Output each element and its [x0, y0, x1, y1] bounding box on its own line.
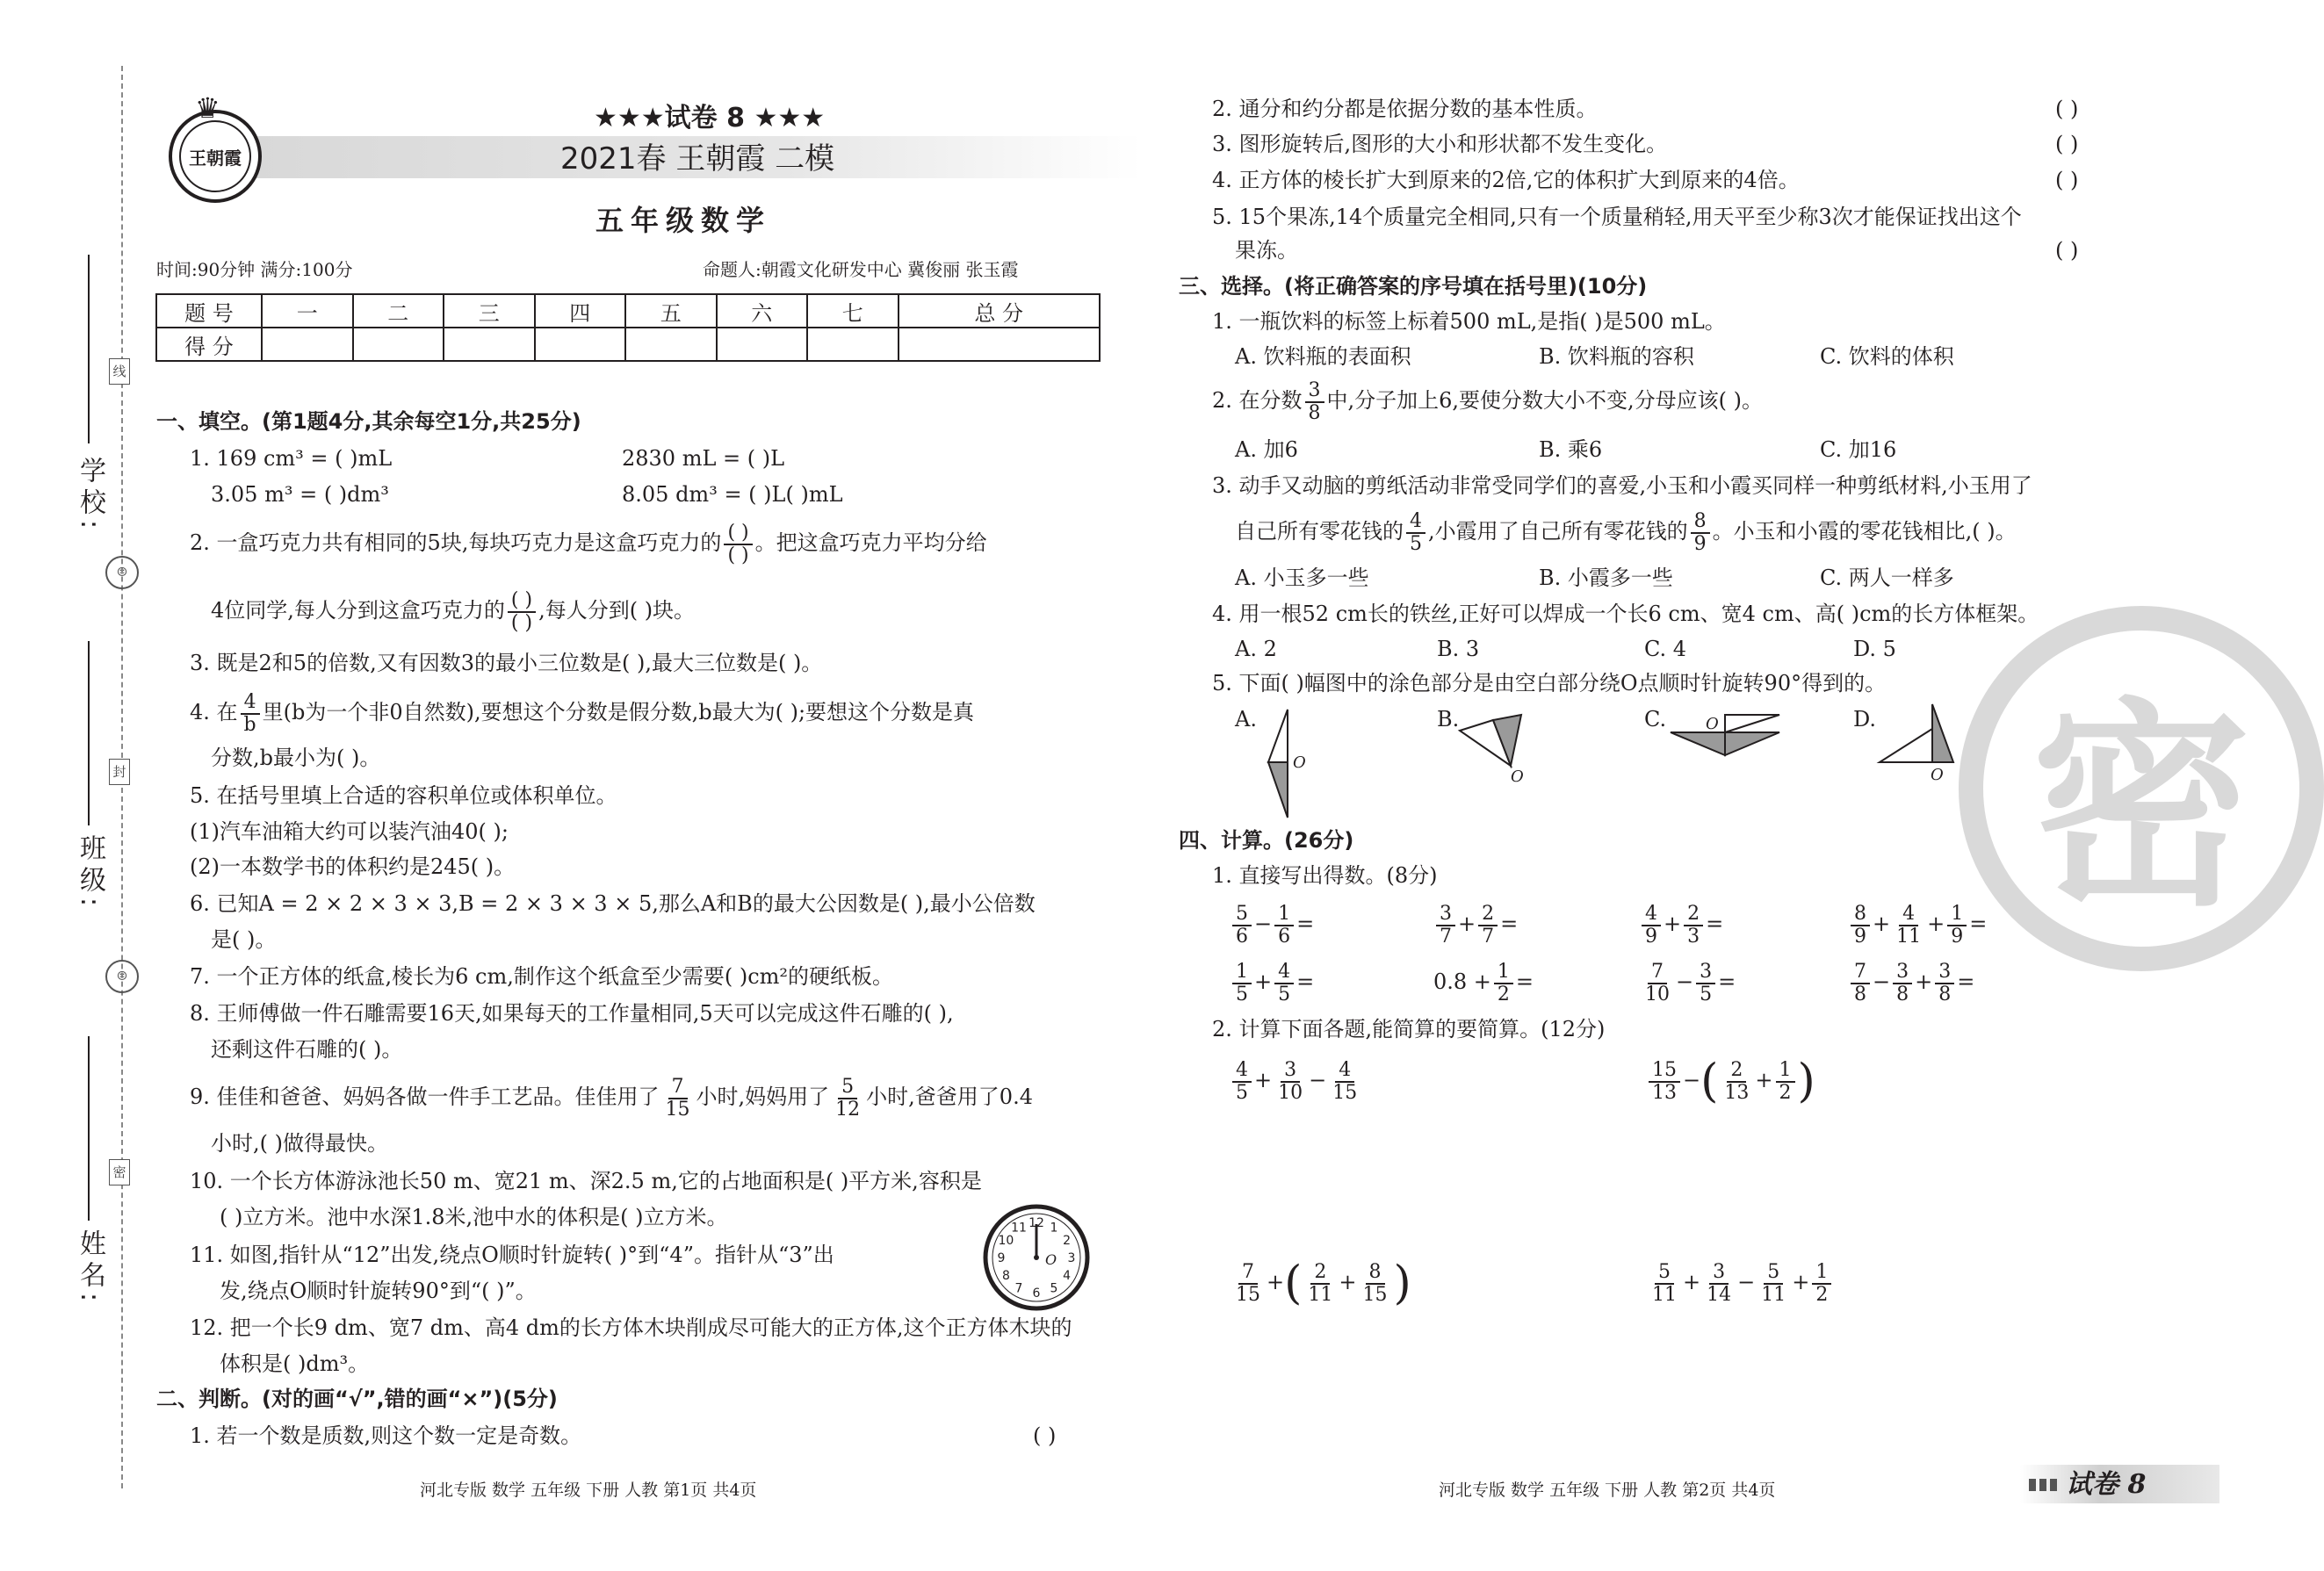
- blank-fraction[interactable]: $\frac{( )}{( )}$: [724, 522, 752, 566]
- q10-line1: 10. 一个长方体游泳池长50 m、宽21 m、深2.5 m,它的占地面积是( )平方米,容积是: [190, 1169, 982, 1193]
- option[interactable]: D. 5: [1853, 637, 1896, 661]
- option[interactable]: C. 4: [1644, 637, 1687, 661]
- option[interactable]: C.: [1644, 707, 1667, 731]
- q5-item: (2)一本数学书的体积约是245( )。: [190, 854, 516, 879]
- answer-paren[interactable]: ( ): [2055, 132, 2079, 156]
- option[interactable]: C. 两人一样多: [1820, 566, 1954, 590]
- rotation-figure-c: [1669, 713, 1783, 757]
- fraction: $\frac{4}{5}$: [1406, 511, 1425, 555]
- option[interactable]: B. 3: [1437, 637, 1480, 661]
- choice-q1: 1. 一瓶饮料的标签上标着500 mL,是指( )是500 mL。: [1212, 309, 1726, 334]
- judge-q1: 1. 若一个数是质数,则这个数一定是奇数。: [190, 1423, 582, 1448]
- binding-tag-mi: 密: [109, 1159, 130, 1185]
- clock-number: 4: [1063, 1269, 1072, 1283]
- judge-q5: 5. 15个果冻,14个质量完全相同,只有一个质量稍轻,用天平至少称3次才能保证找出这个: [1212, 205, 2022, 229]
- calc-expr[interactable]: $\frac{7}{10}$ − $\frac{3}{5}$ =: [1645, 960, 1736, 1005]
- choice-q4: 4. 用一根52 cm长的铁丝,正好可以焊成一个长6 cm、宽4 cm、高( )cm的长方体框架。: [1212, 602, 2039, 626]
- option[interactable]: B. 饮料瓶的容积: [1539, 344, 1694, 369]
- authors: 命题人:朝霞文化研发中心 冀俊丽 张玉霞: [703, 259, 1019, 280]
- choice-q3: 3. 动手又动脑的剪纸活动非常受同学们的喜爱,小玉和小霞买同样一种剪纸材料,小玉用了: [1212, 473, 2032, 498]
- q4-line2: 分数,b最小为( )。: [211, 746, 381, 770]
- q12-line1: 12. 把一个长9 dm、宽7 dm、高4 dm的长方体木块削成尽可能大的正方体,这个正方体木块的: [190, 1315, 1072, 1340]
- clock-number: 10: [998, 1234, 1014, 1248]
- footer-left: 河北专版 数学 五年级 下册 人教 第1页 共4页: [420, 1481, 757, 1500]
- subject-title: 五年级数学: [595, 204, 772, 237]
- fraction: $\frac{8}{9}$: [1691, 511, 1710, 555]
- stars-title: ★★★试卷 8 ★★★: [594, 103, 826, 133]
- score-head: 四: [535, 294, 626, 328]
- name-label: 姓名:: [75, 1229, 105, 1308]
- svg-text:O: O: [1511, 767, 1524, 786]
- answer-paren[interactable]: ( ): [1033, 1423, 1057, 1448]
- binding-seal-icon: ☺: [105, 556, 139, 589]
- score-head: 七: [807, 294, 899, 328]
- q3-text: 3. 既是2和5的倍数,又有因数3的最小三位数是( ),最大三位数是( )。: [190, 651, 823, 675]
- score-cell[interactable]: [353, 328, 444, 361]
- judge-q5-cont: 果冻。: [1235, 238, 1298, 263]
- q8-line1: 8. 王师傅做一件石雕需要16天,如果每天的工作量相同,5天可以完成这件石雕的( ),: [190, 1001, 954, 1026]
- section-3-title: 三、选择。(将正确答案的序号填在括号里)(10分): [1179, 274, 1648, 299]
- answer-paren[interactable]: ( ): [2055, 238, 2079, 263]
- q12-line2: 体积是( )dm³。: [220, 1351, 370, 1376]
- blank-fraction[interactable]: $\frac{( )}{( )}$: [508, 590, 536, 634]
- svg-text:O: O: [1706, 715, 1719, 733]
- q6-line1: 6. 已知A = 2 × 2 × 3 × 3,B = 2 × 3 × 3 × 5,那么A和B的最大公因数是( ),最小公倍数: [190, 891, 1036, 916]
- svg-text:O: O: [1293, 753, 1306, 772]
- section-2-title: 二、判断。(对的画“√”,错的画“×”)(5分): [156, 1387, 558, 1411]
- fraction: $\frac{3}{8}$: [1305, 380, 1324, 424]
- option[interactable]: A. 加6: [1235, 437, 1298, 462]
- option[interactable]: A. 小玉多一些: [1235, 566, 1369, 590]
- badge-dots-icon: [2029, 1479, 2061, 1491]
- q1-item: 3.05 m³ = ( )dm³: [211, 482, 389, 507]
- calc-problem-4[interactable]: $\frac{5}{11}$ + $\frac{3}{14}$ − $\frac{5}{11}$ + $\frac{1}{2}$: [1646, 1254, 1834, 1310]
- q1-item: 8.05 dm³ = ( )L( )mL: [622, 482, 843, 507]
- clock-number: 5: [1050, 1281, 1058, 1296]
- class-label: 班级:: [75, 834, 105, 912]
- option[interactable]: B. 小霞多一些: [1539, 566, 1673, 590]
- choice-q2: 2. 在分数 $\frac{3}{8}$ 中,分子加上6,要使分数大小不变,分母应该( )。: [1212, 378, 1764, 424]
- section-1-title: 一、填空。(第1题4分,其余每空1分,共25分): [156, 409, 581, 434]
- score-head: 一: [262, 294, 353, 328]
- exam-title: 2021春 王朝霞 二模: [560, 141, 835, 177]
- score-head: 题 号: [156, 294, 262, 328]
- q6-line2: 是( )。: [211, 927, 277, 952]
- binding-seal-icon: ☺: [105, 960, 139, 993]
- choice-q3-cont: 自己所有零花钱的 $\frac{4}{5}$ ,小霞用了自己所有零花钱的 $\frac{8}{9}$ 。小玉和小霞的零花钱相比,( )。: [1235, 509, 2017, 555]
- calc-problem-1[interactable]: $\frac{4}{5}$ + $\frac{3}{10}$ − $\frac{4}{15}$: [1230, 1054, 1363, 1106]
- section-4-title: 四、计算。(26分): [1179, 828, 1354, 853]
- binding-tag-xian: 线: [109, 358, 130, 385]
- calc-expr[interactable]: $\frac{4}{9}$ + $\frac{2}{3}$ =: [1639, 897, 1723, 950]
- score-head: 五: [625, 294, 717, 328]
- score-cell[interactable]: [444, 328, 535, 361]
- calc-expr[interactable]: $\frac{1}{5}$ + $\frac{4}{5}$ =: [1230, 955, 1314, 1008]
- calc-expr[interactable]: $\frac{8}{9}$ + $\frac{4}{11}$ + $\frac{1}{9}$ =: [1848, 897, 1987, 950]
- rotation-figure-b: [1458, 713, 1555, 786]
- calc-expr[interactable]: $\frac{7}{8}$ − $\frac{3}{8}$ + $\frac{3}{8}$ =: [1848, 955, 1974, 1008]
- calc-expr[interactable]: 0.8 + $\frac{1}{2}$ =: [1433, 960, 1534, 1005]
- option[interactable]: A. 2: [1235, 637, 1277, 661]
- score-row-label: 得 分: [156, 328, 262, 361]
- option[interactable]: C. 饮料的体积: [1820, 344, 1954, 369]
- answer-paren[interactable]: ( ): [2055, 97, 2079, 121]
- q5-item: (1)汽车油箱大约可以装汽油40( );: [190, 819, 509, 844]
- crown-icon: ♛: [195, 91, 220, 125]
- option[interactable]: B.: [1437, 707, 1460, 731]
- score-table: [155, 293, 1101, 362]
- choice-q5: 5. 下面( )幅图中的涂色部分是由空白部分绕O点顺时针旋转90°得到的。: [1212, 671, 1887, 695]
- option[interactable]: B. 乘6: [1539, 437, 1603, 462]
- clock-number: 2: [1063, 1234, 1072, 1248]
- q7-text: 7. 一个正方体的纸盒,棱长为6 cm,制作这个纸盒至少需要( )cm²的硬纸板。: [190, 964, 894, 989]
- score-cell[interactable]: [899, 328, 1101, 361]
- rotation-figure-a: [1261, 708, 1314, 822]
- q2-line1: 2. 一盒巧克力共有相同的5块,每块巧克力是这盒巧克力的 $\frac{( )}{( )}$ 。把这盒巧克力平均分给: [190, 521, 987, 566]
- school-label: 学校:: [75, 457, 105, 535]
- watermark-char: 密: [2032, 680, 2251, 935]
- score-head: 三: [444, 294, 535, 328]
- q5-text: 5. 在括号里填上合适的容积单位或体积单位。: [190, 783, 617, 808]
- binding-tag-feng: 封: [109, 759, 130, 785]
- q4-line1: 4. 在 $\frac{4}{b}$ 里(b为一个非0自然数),要想这个分数是假分数,b最大为( );要想这个分数是真: [190, 690, 975, 736]
- score-head: 六: [717, 294, 808, 328]
- q8-line2: 还剩这件石雕的( )。: [211, 1037, 403, 1062]
- q9-line2: 小时,( )做得最快。: [211, 1131, 388, 1156]
- clock-figure: [982, 1203, 1091, 1312]
- calc-problem-2[interactable]: $\frac{15}{13}$ −( $\frac{2}{13}$ + $\frac{1}{2}$ ): [1646, 1052, 1815, 1108]
- score-cell[interactable]: [262, 328, 353, 361]
- fraction: $\frac{7}{15}$: [665, 1075, 690, 1121]
- judge-q3: 3. 图形旋转后,图形的大小和形状都不发生变化。: [1212, 132, 1668, 156]
- badge-text: 试卷 8: [2066, 1469, 2147, 1500]
- score-head: 二: [353, 294, 444, 328]
- score-cell[interactable]: [625, 328, 717, 361]
- watermark-seal: [1959, 606, 2324, 971]
- judge-q2: 2. 通分和约分都是依据分数的基本性质。: [1212, 97, 1598, 121]
- score-cell[interactable]: [807, 328, 899, 361]
- answer-paren[interactable]: ( ): [2055, 168, 2079, 192]
- clock-icon: [982, 1203, 1091, 1312]
- clock-number: 11: [1011, 1221, 1027, 1236]
- clock-center-label: O: [1045, 1251, 1057, 1268]
- clock-number: 1: [1050, 1221, 1058, 1236]
- q11-line2: 发,绕点O顺时针旋转90°到“( )”。: [220, 1279, 537, 1303]
- svg-text:O: O: [1931, 766, 1944, 784]
- calc-expr[interactable]: $\frac{5}{6}$ − $\frac{1}{6}$ =: [1230, 897, 1314, 950]
- calc-expr[interactable]: $\frac{3}{7}$ + $\frac{2}{7}$ =: [1433, 897, 1518, 950]
- score-cell[interactable]: [717, 328, 808, 361]
- clock-number: 9: [997, 1251, 1006, 1265]
- clock-number: 12: [1028, 1216, 1044, 1230]
- rotation-figure-d: [1878, 703, 1974, 782]
- q1-item: 2830 mL = ( )L: [622, 446, 785, 471]
- clock-number: 6: [1032, 1286, 1041, 1301]
- clock-number: 3: [1067, 1251, 1076, 1265]
- school-field-line[interactable]: [88, 255, 90, 443]
- option[interactable]: A.: [1235, 707, 1257, 731]
- q1-item: 1. 169 cm³ = ( )mL: [190, 446, 393, 471]
- calc-part-1: 1. 直接写出得数。(8分): [1212, 863, 1438, 888]
- score-head: 总 分: [899, 294, 1101, 328]
- score-cell[interactable]: [535, 328, 626, 361]
- time-info: 时间:90分钟 满分:100分: [156, 259, 353, 280]
- footer-right: 河北专版 数学 五年级 下册 人教 第2页 共4页: [1439, 1481, 1776, 1500]
- q9-line1: 9. 佳佳和爸爸、妈妈各做一件手工艺品。佳佳用了 $\frac{7}{15}$ 小时,妈妈用了 $\frac{5}{12}$ 小时,爸爸用了0.4: [190, 1075, 1033, 1121]
- option[interactable]: D.: [1853, 707, 1877, 731]
- fraction: $\frac{5}{12}$: [835, 1075, 861, 1121]
- logo-text: 王朝霞: [189, 147, 242, 169]
- clock-number: 7: [1014, 1281, 1023, 1296]
- calc-problem-3[interactable]: $\frac{7}{15}$ +( $\frac{2}{11}$ + $\frac{8}{15}$ ): [1236, 1257, 1411, 1310]
- fraction: $\frac{4}{b}$: [241, 692, 260, 736]
- class-field-line[interactable]: [88, 641, 90, 825]
- q2-line2: 4位同学,每人分到这盒巧克力的 $\frac{( )}{( )}$ ,每人分到( )块。: [211, 588, 696, 634]
- option[interactable]: C. 加16: [1820, 437, 1897, 462]
- name-field-line[interactable]: [88, 1036, 90, 1221]
- judge-q4: 4. 正方体的棱长扩大到原来的2倍,它的体积扩大到原来的4倍。: [1212, 168, 1800, 192]
- q11-line1: 11. 如图,指针从“12”出发,绕点O顺时针旋转( )°到“4”。指针从“3”出: [190, 1243, 834, 1267]
- option[interactable]: A. 饮料瓶的表面积: [1235, 344, 1411, 369]
- clock-number: 8: [1001, 1269, 1010, 1283]
- calc-part-2: 2. 计算下面各题,能简算的要简算。(12分): [1212, 1017, 1606, 1041]
- q10-line2: ( )立方米。池中水深1.8米,池中水的体积是( )立方米。: [220, 1205, 728, 1229]
